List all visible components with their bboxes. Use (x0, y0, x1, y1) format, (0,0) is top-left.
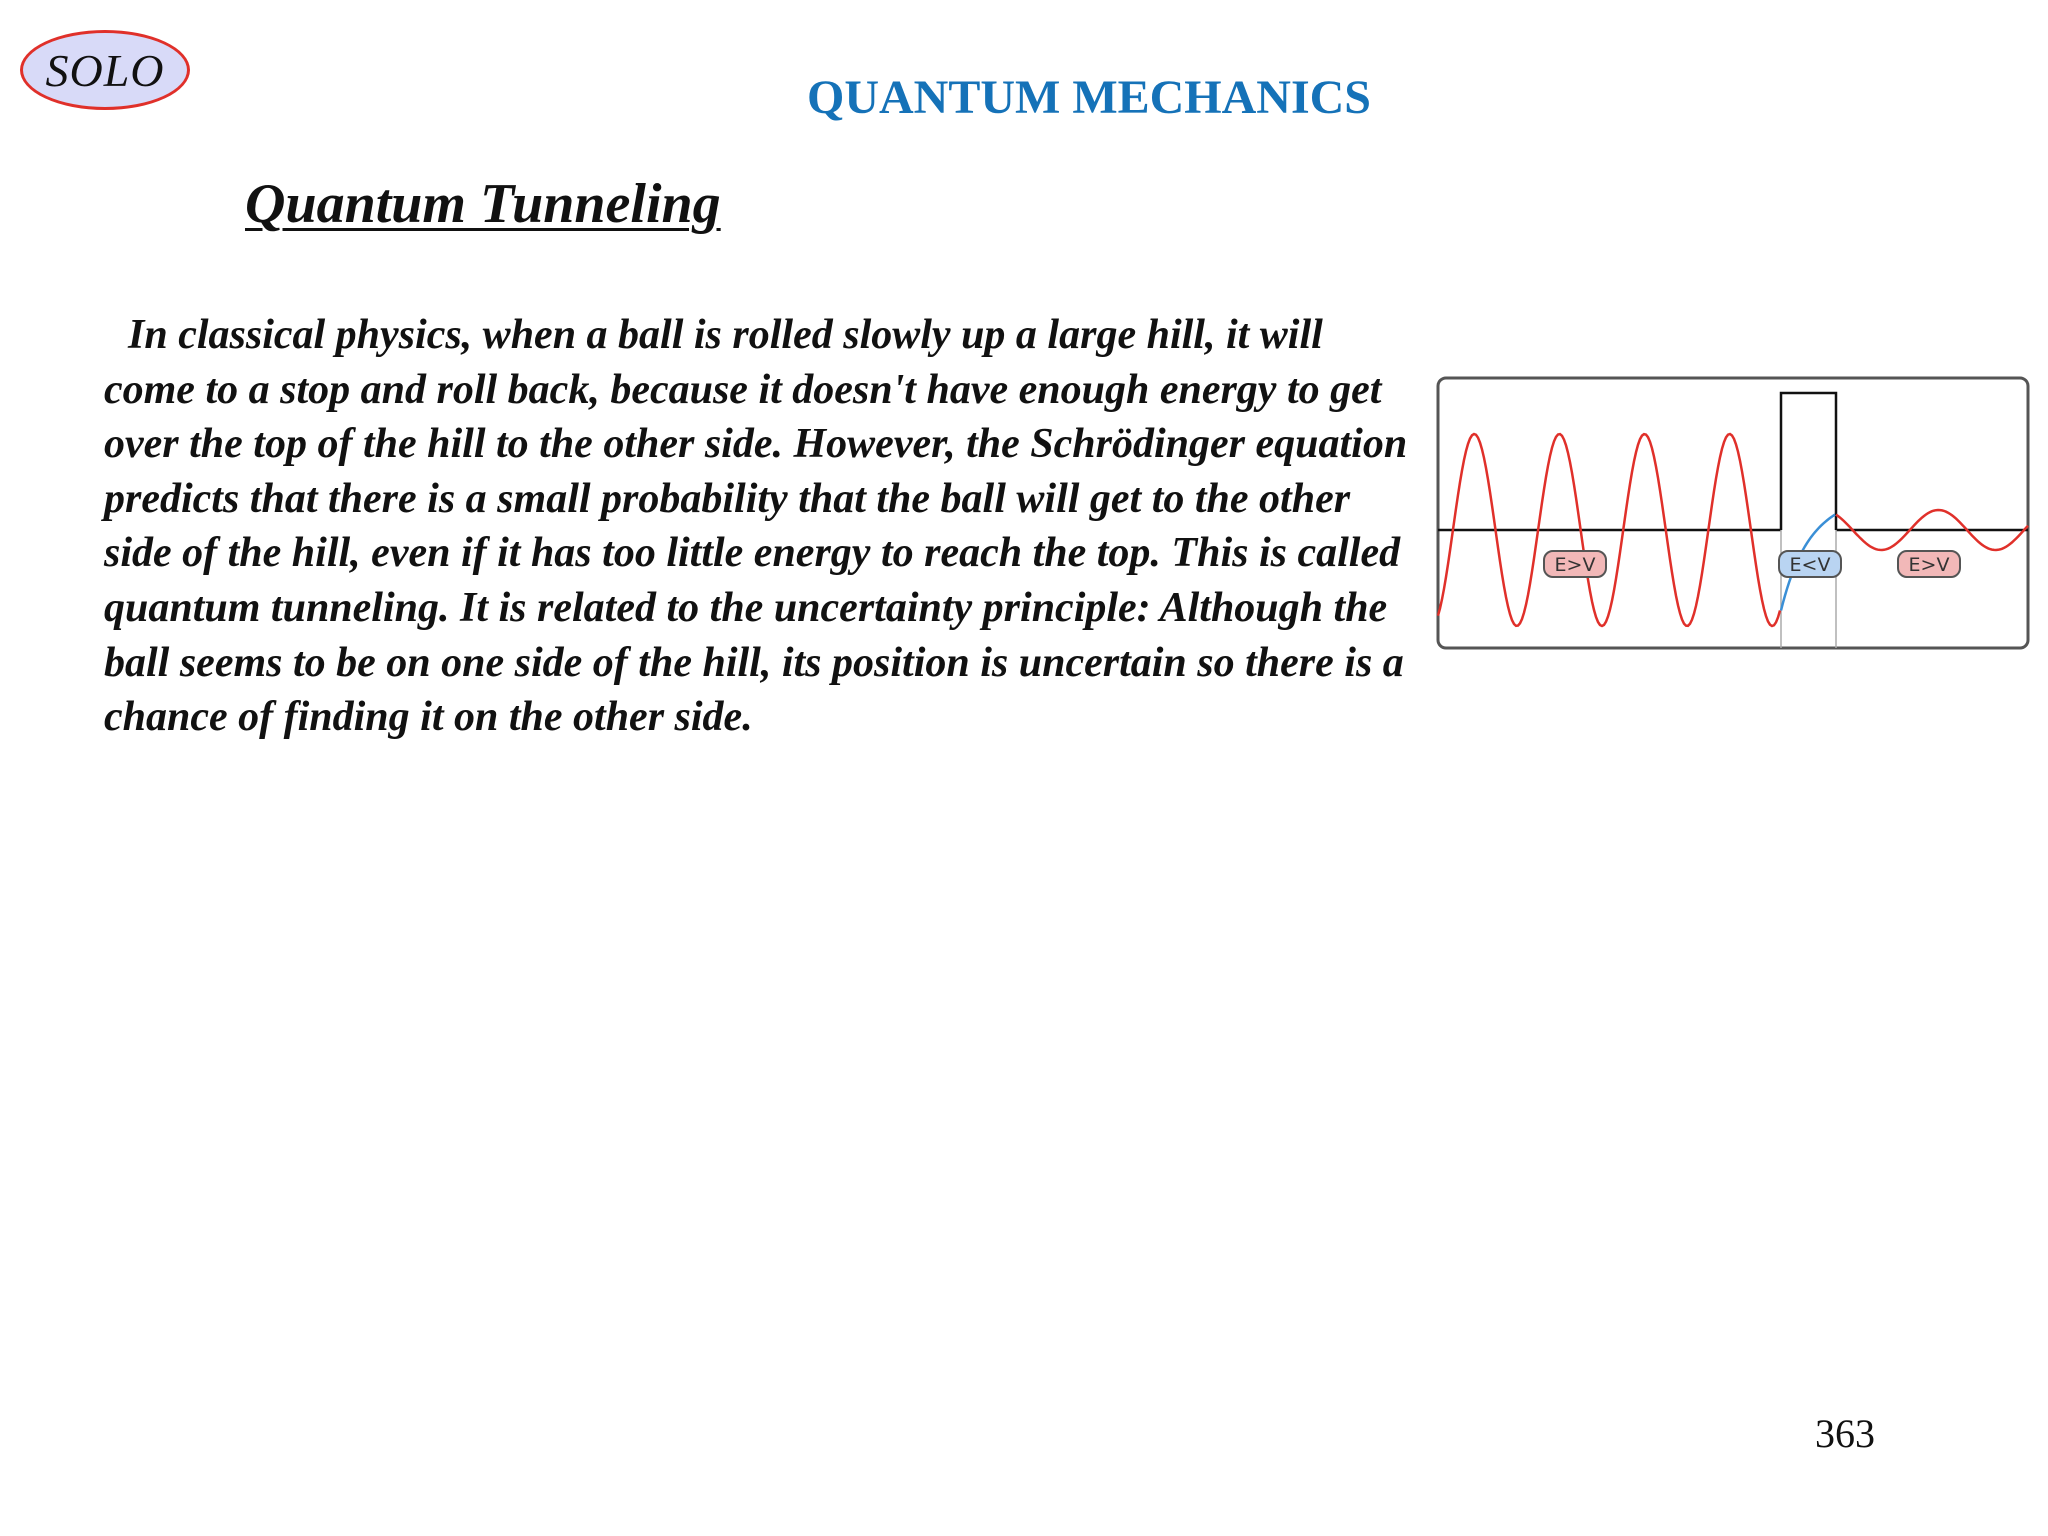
region-label-right (1898, 551, 1960, 577)
page-title: QUANTUM MECHANICS (807, 71, 1371, 124)
region-label-right-text: E>V (1908, 554, 1950, 576)
slide-heading: Quantum Tunneling (245, 173, 721, 235)
region-label-barrier (1779, 551, 1841, 577)
body-paragraph: In classical physics, when a ball is rolled slowly up a large hill, it will come to a stop and roll back, because it doesn't have enough energy to get over the top of the hill to the other side. However, the Schrödinger equation predicts that there is a small probability that the ball will get to the other side of the hill, even if it has too little energy to reach the top. This is called quantum tunneling. It is related to the uncertainty principle: Although the ball seems to be on one side of the hill, its position is uncertain so there is a chance of finding it on the other side. (104, 312, 1408, 741)
region-label-left (1544, 551, 1606, 577)
quantum-tunneling-figure (1436, 376, 2030, 650)
region-label-left-text: E>V (1554, 554, 1596, 576)
logo-text: SOLO (45, 44, 165, 96)
page-number: 363 (1815, 1411, 1875, 1456)
region-label-barrier-text: E<V (1789, 554, 1831, 576)
